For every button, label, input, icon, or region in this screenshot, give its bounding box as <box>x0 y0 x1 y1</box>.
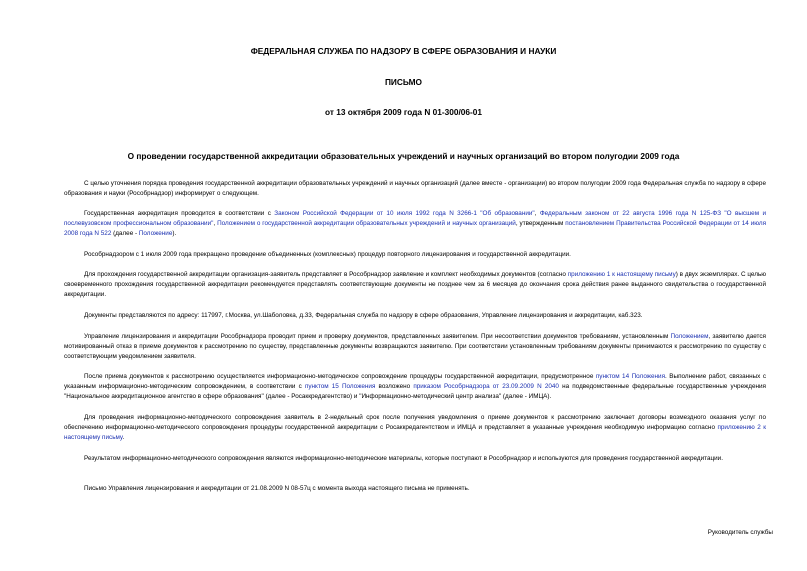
paragraph-7-text-4: на подведомственные федеральные государственные учреждения "Национальное аккредитационное агентство в сфере образования" (далее - Росаккредагентство) и "Информационно-методический центр анализа" (далее - ИМЦА). <box>64 383 766 401</box>
clause-15-link[interactable]: пунктом 15 Положения <box>304 383 376 391</box>
paragraph-3: Рособрнадзором с 1 июля 2009 года прекращено проведение объединенных (комплексных) процедур повторного лицензирования и государственной аккредитации. <box>84 251 571 258</box>
paragraph-5: Документы представляются по адресу: 117997, г.Москва, ул.Шаболовка, д.33, Федеральная служба по надзору в сфере образования, Управление лицензирования и аккредитации, каб.323. <box>84 312 643 319</box>
paragraph-7 <box>64 372 766 403</box>
signature-line: Руководитель службы <box>707 529 773 536</box>
paragraph-6-text-2: , заявителю дается мотивированный отказ в приеме документов к рассмотрению по существу, представленные документы возвращаются заявителю. При соответствии установленным требованиям документы принимаются к рассмотрению по существу с соответствующим уведомлением заявителя. <box>64 333 766 361</box>
paragraph-8 <box>64 413 766 444</box>
paragraph-2-text-5: (далее - <box>111 230 139 238</box>
law-education-link[interactable]: Законом Российской Федерации от 10 июля 1992 года N 3266-1 "Об образовании" <box>274 210 535 217</box>
paragraph-7-text-1: После приема документов к рассмотрению осуществляется информационно-методическое сопровождение процедуры государственной аккредитации, предусмотренное <box>84 373 596 380</box>
doc-type-heading: ПИСЬМО <box>384 77 423 87</box>
accreditation-regulation-link[interactable]: Положением о государственной аккредитации образовательных учреждений и научных организаций <box>217 220 516 228</box>
paragraph-4-text-2: ) в двух экземплярах. С целью своевременного прохождения государственной аккредитации рекомендуется представлять соответствующие документы не позднее чем за 6 месяцев до окончания срока действия ранее выданного свидетельства о государственной аккредитации. <box>64 271 767 299</box>
paragraph-7-text-3: возложено <box>375 383 414 391</box>
regulation-short-link[interactable]: Положение <box>138 230 173 238</box>
paragraph-2 <box>64 209 766 240</box>
appendix-2-link[interactable]: приложению 2 к настоящему письму <box>64 424 766 442</box>
paragraph-7-text-2: . Выполнение работ, связанных с указанным информационно-методическим сопровождением, в соответствии с <box>64 373 767 391</box>
clause-14-link[interactable]: пунктом 14 Положения <box>595 373 666 380</box>
paragraph-2-text-6: ). <box>172 230 177 238</box>
paragraph-2-text-1: Государственная аккредитация проводится в соответствии с <box>84 210 275 217</box>
document-title: О проведении государственной аккредитации образовательных учреждений и научных организаций во втором полугодии 2009 года <box>127 151 680 161</box>
paragraph-6 <box>64 332 766 363</box>
paragraph-8-text-1: Для проведения информационно-методического сопровождения заявитель в 2-недельный срок после получения уведомления о приеме документов к рассмотрению заключает договоры возмездного оказания услуг по обеспечению информационно-методического сопровождения процедуры государственной аккредитации с Росаккредагентством и ИМЦА и представляет в указанные учреждения необходимую информацию согласно <box>64 414 766 432</box>
paragraph-2-text-3: , <box>213 220 218 228</box>
paragraph-4-text-1: Для прохождения государственной аккредитации организация-заявитель представляет в Рособрнадзор заявление и комплект необходимых документов (согласно <box>84 271 568 278</box>
government-decree-link[interactable]: постановлением Правительства Российской Федерации от 14 июля 2008 года N 522 <box>64 220 766 238</box>
date-number-heading: от 13 октября 2009 года N 01-300/06-01 <box>324 107 483 117</box>
appendix-1-link[interactable]: приложению 1 к настоящему письму <box>567 271 676 278</box>
paragraph-6-text-1: Управление лицензирования и аккредитации Рособрнадзора проводит прием и проверку документов, представленных заявителем. При несоответствии документов требованиям, установленным <box>84 333 671 340</box>
paragraph-10: Письмо Управления лицензирования и аккредитации от 21.08.2009 N 08-57ц с момента выхода настоящего письма не применять. <box>84 485 470 492</box>
order-2040-link[interactable]: приказом Рособрнадзора от 23.09.2009 N 2040 <box>413 383 559 391</box>
paragraph-1: С целью уточнения порядка проведения государственной аккредитации образовательных учреждений и научных организаций (далее вместе - организации) во втором полугодии 2009 года Федеральная служба по надзору в сфере образования и науки (Рособрнадзор) информирует о следующем. <box>64 180 766 198</box>
agency-heading: ФЕДЕРАЛЬНАЯ СЛУЖБА ПО НАДЗОРУ В СФЕРЕ ОБРАЗОВАНИЯ И НАУКИ <box>250 46 557 56</box>
paragraph-2-text-2: , <box>534 210 540 217</box>
paragraph-8-text-2: . <box>122 434 125 442</box>
paragraph-4 <box>64 270 766 301</box>
paragraph-2-text-4: , утвержденным <box>515 220 566 228</box>
regulation-link[interactable]: Положением <box>670 333 709 340</box>
paragraph-9: Результатом информационно-методического сопровождения являются информационно-методические материалы, которые поступают в Рособрнадзор и используются для проведения государственной аккредитации. <box>84 455 723 462</box>
federal-law-link[interactable]: Федеральным законом от 22 августа 1996 года N 125-ФЗ "О высшем и послевузовском профессиональном образовании" <box>64 210 767 228</box>
